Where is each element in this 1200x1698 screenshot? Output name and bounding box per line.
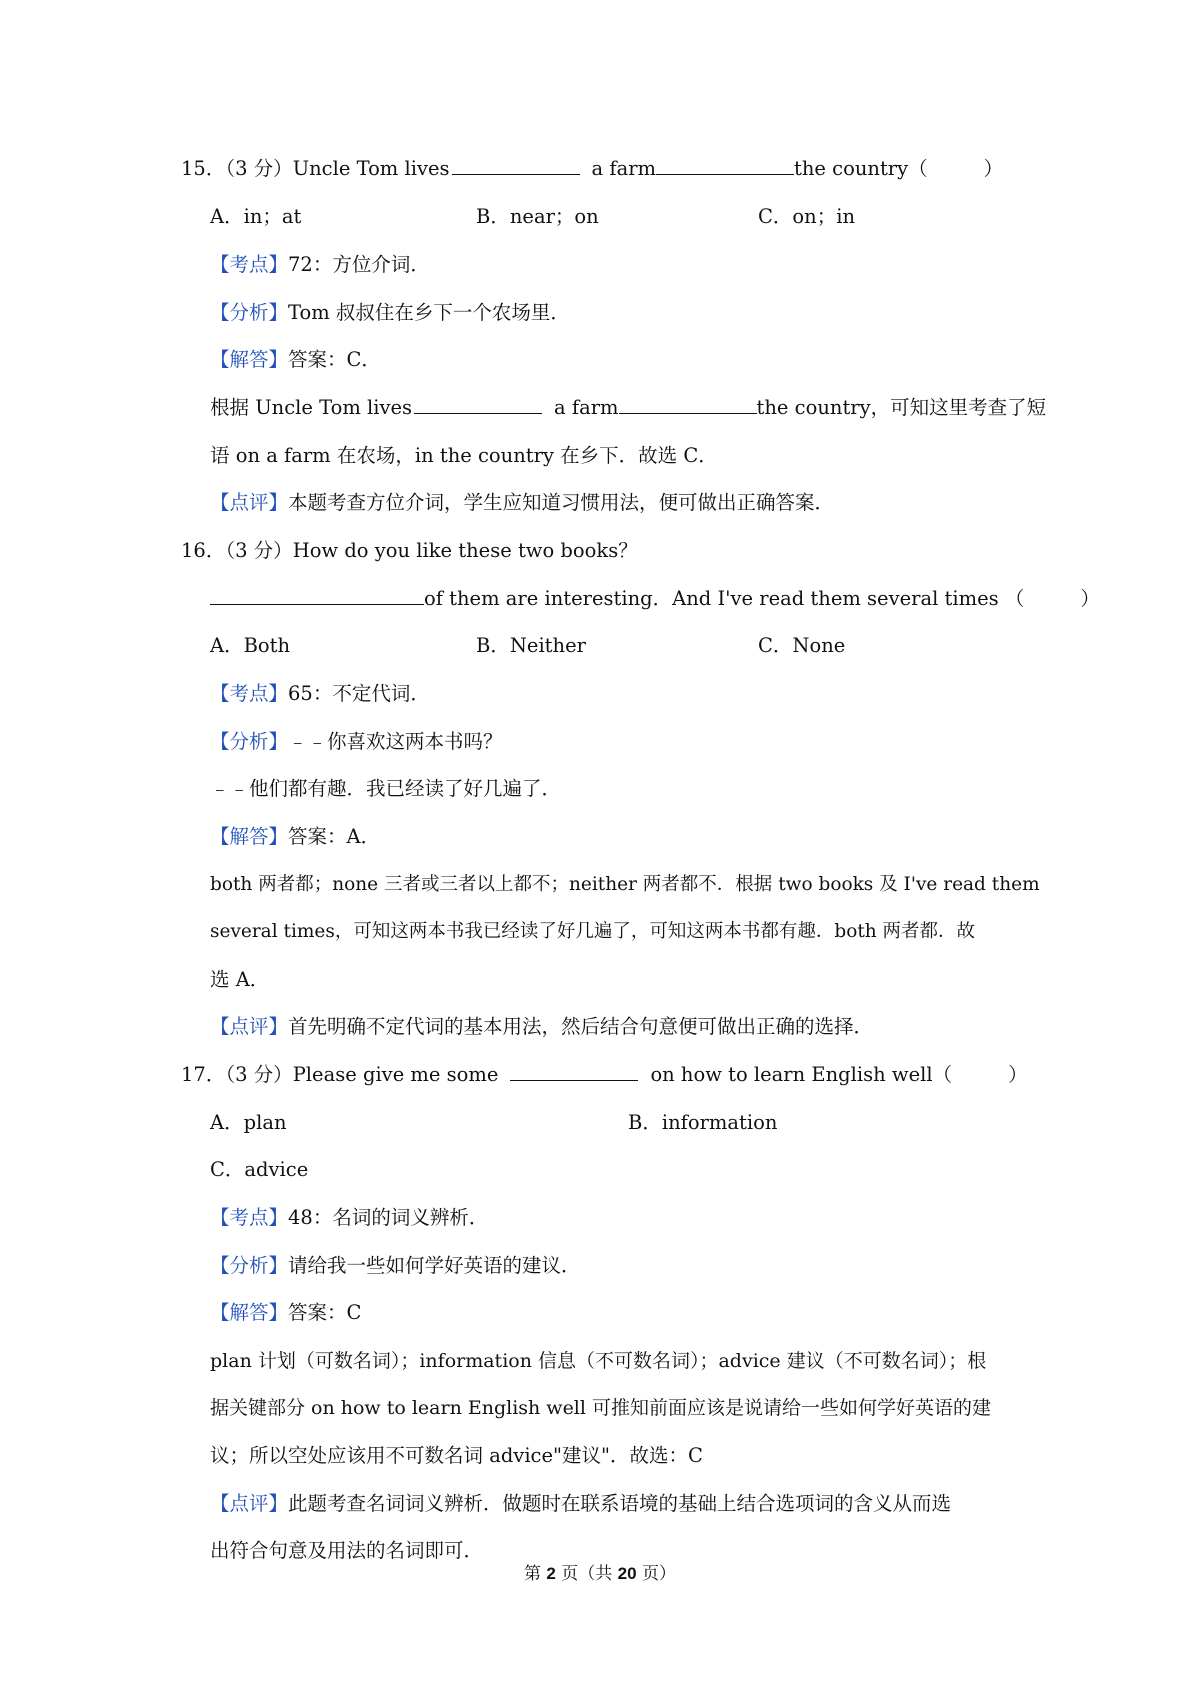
- kaodian-tag: 【考点】: [210, 253, 289, 276]
- dianping-tag: 【点评】: [210, 1015, 289, 1038]
- question-15-options: [210, 204, 1010, 230]
- total-pages: 20: [617, 1564, 637, 1583]
- kaodian-tag: 【考点】: [210, 682, 289, 705]
- answer-blank: [452, 156, 580, 175]
- dianping-tag: 【点评】: [210, 491, 289, 514]
- question-16-stem-line2: of them are interesting．And I've read them several times （ ）: [210, 586, 1100, 612]
- question-score: （3 分）: [225, 539, 293, 562]
- option-b: B．Neither: [476, 634, 586, 657]
- explanation-line: both 两者都；none 三者或三者以上都不；neither 两者都不．根据 two books 及 I've read them: [210, 874, 1040, 895]
- kaodian-section: 【考点】65：不定代词．: [210, 682, 430, 705]
- fenxi-section: 【分析】﹣﹣你喜欢这两本书吗？: [210, 730, 503, 753]
- question-16-stem: 16．（3 分）How do you like these two books？: [181, 539, 638, 562]
- question-17-options: [210, 1110, 1010, 1136]
- page-number: 2: [546, 1564, 556, 1583]
- jieda-tag: 【解答】: [210, 825, 289, 848]
- jieda-section: 【解答】答案：C．: [210, 348, 381, 371]
- question-17-stem: 17．（3 分）Please give me some on how to learn English well（ ）: [181, 1063, 1028, 1086]
- question-number: 17．: [181, 1063, 226, 1086]
- option-c: C．advice: [210, 1158, 309, 1181]
- dianping-section: 【点评】本题考查方位介词，学生应知道习惯用法，便可做出正确答案．: [210, 491, 835, 514]
- option-c: C．on；in: [758, 205, 856, 228]
- option-b: B．near；on: [476, 205, 599, 228]
- explanation-line: 选 A．: [210, 968, 270, 991]
- explanation-line: 语 on a farm 在农场，in the country 在乡下．故选 C．: [210, 444, 718, 467]
- question-17-options-row2: [210, 1157, 1010, 1183]
- option-a: A．plan: [210, 1111, 287, 1134]
- kaodian-tag: 【考点】: [210, 1206, 289, 1229]
- explanation-line: several times，可知这两本书我已经读了好几遍了，可知这两本书都有趣．both 两者都．故: [210, 921, 976, 942]
- option-c: C．None: [758, 634, 846, 657]
- explanation-line: 议；所以空处应该用不可数名词 advice"建议"．故选：C: [210, 1444, 703, 1467]
- dianping-tag: 【点评】: [210, 1492, 289, 1515]
- fenxi-tag: 【分析】: [210, 730, 289, 753]
- jieda-section: 【解答】答案：A．: [210, 825, 381, 848]
- dianping-section: 【点评】首先明确不定代词的基本用法，然后结合句意便可做出正确的选择．: [210, 1015, 874, 1038]
- fenxi-section: 【分析】Tom 叔叔住在乡下一个农场里．: [210, 301, 570, 324]
- question-16-options: [210, 633, 1010, 659]
- option-a: A．in；at: [210, 205, 302, 228]
- answer-blank: [656, 156, 794, 175]
- question-score: （3 分）: [225, 1063, 293, 1086]
- explanation-line: plan 计划（可数名词）；information 信息（不可数名词）；advice 建议（不可数名词）；根: [210, 1350, 987, 1372]
- question-score: （3 分）: [225, 157, 293, 180]
- answer-blank: [619, 395, 757, 414]
- question-number: 16．: [181, 539, 226, 562]
- fenxi-line2: ﹣﹣他们都有趣．我已经读了好几遍了．: [210, 777, 562, 800]
- dianping-section: 【点评】此题考查名词词义辨析．做题时在联系语境的基础上结合选项词的含义从而选: [210, 1492, 952, 1515]
- fenxi-tag: 【分析】: [210, 1254, 289, 1277]
- fenxi-section: 【分析】请给我一些如何学好英语的建议．: [210, 1254, 581, 1277]
- answer-blank: [210, 586, 424, 605]
- answer-blank: [510, 1062, 638, 1081]
- kaodian-section: 【考点】48：名词的词义辨析．: [210, 1206, 489, 1229]
- kaodian-section: 【考点】72：方位介词．: [210, 253, 430, 276]
- jieda-section: 【解答】答案：C: [210, 1301, 362, 1324]
- question-number: 15．: [181, 157, 226, 180]
- jieda-tag: 【解答】: [210, 1301, 289, 1324]
- question-15-stem: 15．（3 分）Uncle Tom lives a farm the country（ ）: [181, 157, 1004, 180]
- dianping-line2: 出符合句意及用法的名词即可．: [210, 1539, 484, 1562]
- option-b: B．information: [628, 1111, 778, 1134]
- fenxi-tag: 【分析】: [210, 301, 289, 324]
- answer-blank: [414, 395, 542, 414]
- explanation-line: 据关键部分 on how to learn English well 可推知前面应该是说请给一些如何学好英语的建: [210, 1397, 992, 1419]
- explanation-line: 根据 Uncle Tom lives a farm the country，可知这里考查了短: [210, 396, 1047, 419]
- jieda-tag: 【解答】: [210, 348, 289, 371]
- page-footer: 第 2 页（共 20 页）: [523, 1564, 676, 1584]
- option-a: A．Both: [210, 634, 291, 657]
